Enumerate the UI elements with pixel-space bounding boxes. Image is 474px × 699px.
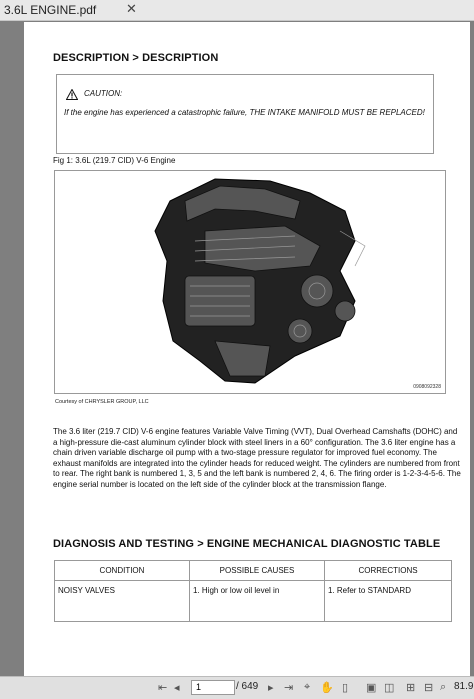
caution-box xyxy=(56,74,434,154)
zoom-icon[interactable]: ⌕ xyxy=(440,681,447,693)
column-header-causes: POSSIBLE CAUSES xyxy=(190,561,325,581)
table-cell: 1. Refer to STANDARD xyxy=(325,581,452,622)
next-page-icon[interactable]: ▸ xyxy=(268,682,274,694)
page-number-input[interactable]: 1 xyxy=(191,680,235,695)
diagnostic-table xyxy=(54,560,452,622)
engine-illustration xyxy=(55,171,445,393)
table-row xyxy=(55,581,452,622)
image-credit: Courtesy of CHRYSLER GROUP, LLC xyxy=(55,399,149,405)
figure-code: 0908092328 xyxy=(413,384,441,390)
column-header-condition: CONDITION xyxy=(55,561,190,581)
figure-caption: Fig 1: 3.6L (219.7 CID) V-6 Engine xyxy=(53,156,176,165)
caution-label: CAUTION: xyxy=(84,89,123,98)
hand-tool-icon[interactable]: ✋ xyxy=(320,682,334,694)
last-page-icon[interactable]: ⇥ xyxy=(284,682,294,694)
section-heading-diagnosis: DIAGNOSIS AND TESTING > ENGINE MECHANICAL DIAGNOSTIC TABLE xyxy=(53,538,441,550)
table-header-row xyxy=(55,561,452,581)
page-view-icon[interactable]: ▣ xyxy=(366,682,377,694)
pdf-toolbar xyxy=(0,676,474,699)
page-count: / 649 xyxy=(236,681,259,692)
caution-text: If the engine has experienced a catastrophic failure, THE INTAKE MANIFOLD MUST BE REPLACED! xyxy=(64,108,425,117)
select-icon[interactable]: ⌖ xyxy=(304,681,311,693)
engine-description-paragraph: The 3.6 liter (219.7 CID) V-6 engine features Variable Valve Timing (VVT), Dual Overhead Camshafts (DOHC) and a high-pressure die-cast aluminum cylinder block with steel liners in a 60° configuration. The 3.6 liter engine has a chain driven variable discharge oil pump with a two-stage pressure regulator for improved fuel economy. The exhaust manifolds are integrated into the cylinder heads for reduced weight. The cylinders are numbered from front to rear. The right bank is numbered 1, 3, 5 and the left bank is numbered 2, 4, 6. The firing order is 1-2-3-4-5-6. The engine serial number is located on the left side of the cylinder block at the transmission flange. xyxy=(53,427,461,489)
column-header-corrections: CORRECTIONS xyxy=(325,561,452,581)
window-title: 3.6L ENGINE.pdf xyxy=(4,3,97,17)
table-cell: NOISY VALVES xyxy=(55,581,190,622)
section-heading-description: DESCRIPTION > DESCRIPTION xyxy=(53,52,219,64)
fit-width-icon[interactable]: ⊟ xyxy=(424,682,434,694)
fit-page-icon[interactable]: ⊞ xyxy=(406,682,416,694)
pdf-page xyxy=(24,22,470,676)
engine-figure xyxy=(54,170,446,394)
first-page-icon[interactable]: ⇤ xyxy=(158,682,168,694)
title-bar xyxy=(0,0,474,21)
table-cell: 1. High or low oil level in xyxy=(190,581,325,622)
zoom-level[interactable]: 81.9 xyxy=(454,681,474,692)
warning-icon xyxy=(66,89,78,100)
close-tab-icon[interactable]: ✕ xyxy=(126,1,137,16)
single-page-icon[interactable]: ▯ xyxy=(342,682,349,694)
facing-pages-icon[interactable]: ◫ xyxy=(384,682,395,694)
prev-page-icon[interactable]: ◂ xyxy=(174,682,180,694)
